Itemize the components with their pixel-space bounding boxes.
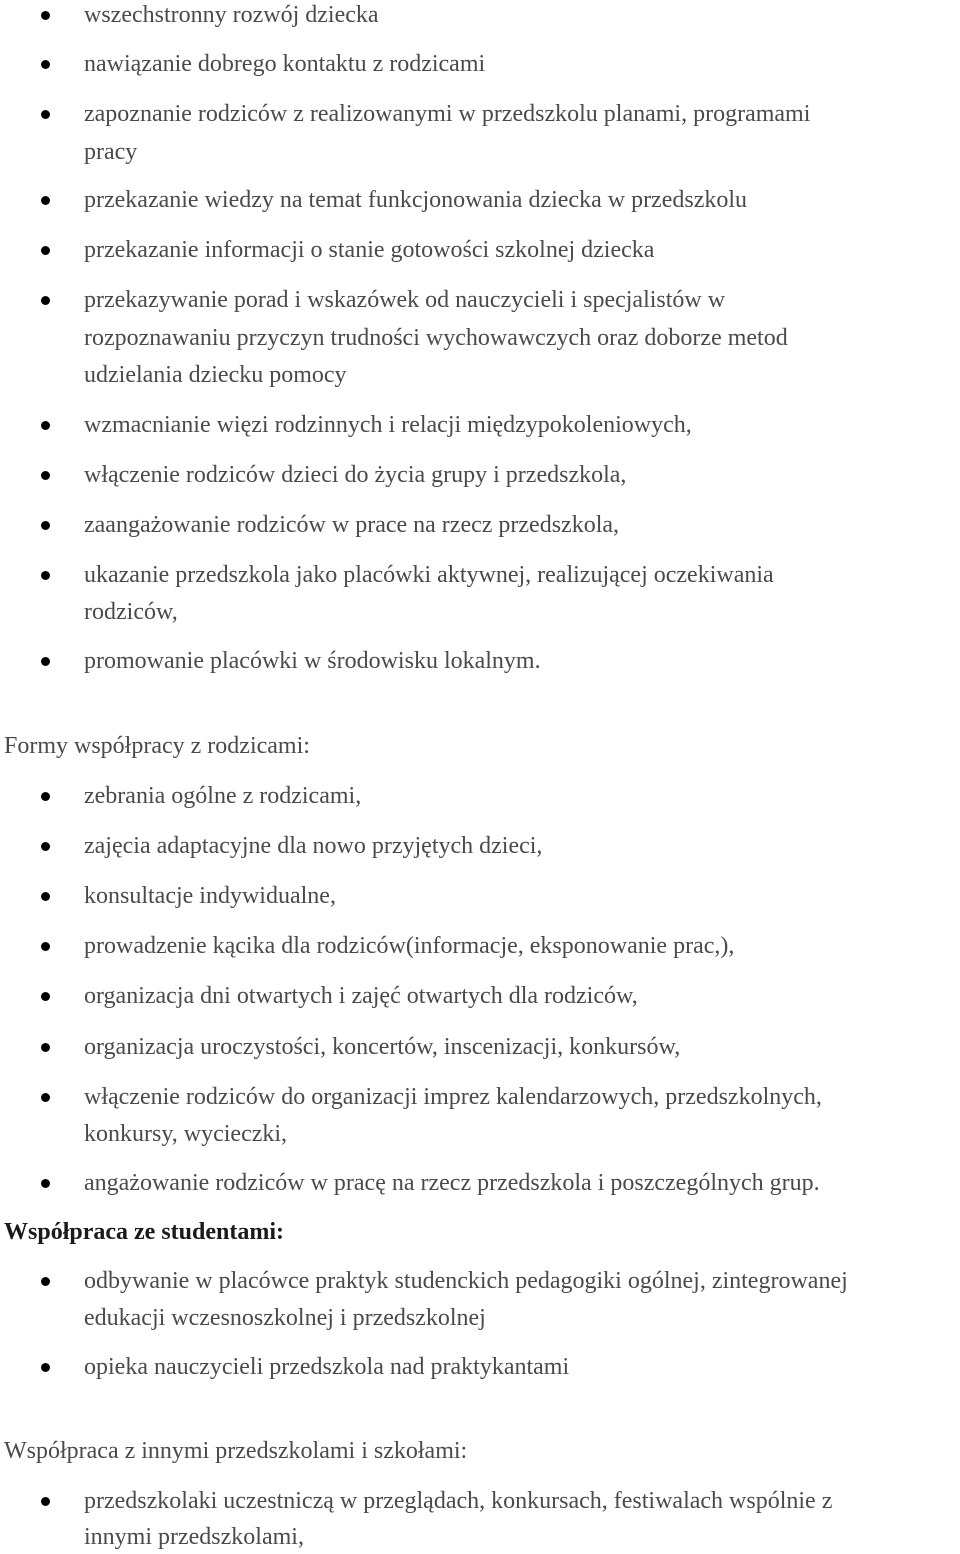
- list-item-text: promowanie placówki w środowisku lokalnym.: [84, 648, 541, 674]
- list-item-text-continued: rodziców,: [84, 599, 178, 625]
- list-item-text: przekazywanie porad i wskazówek od nauczycieli i specjalistów w: [84, 287, 726, 313]
- bullet-icon: [41, 942, 50, 951]
- list-item-text-continued: konkursy, wycieczki,: [84, 1121, 288, 1147]
- schools-heading: Współpraca z innymi przedszkolami i szkołami:: [4, 1438, 468, 1464]
- bullet-icon: [41, 792, 50, 801]
- list-item-text: ukazanie przedszkola jako placówki aktywnej, realizującej oczekiwania: [84, 562, 774, 588]
- bullet-icon: [41, 11, 50, 20]
- bullet-icon: [41, 196, 50, 205]
- bullet-icon: [41, 1093, 50, 1102]
- list-item-text: włączenie rodziców do organizacji imprez kalendarzowych, przedszkolnych,: [84, 1084, 822, 1110]
- bullet-icon: [41, 521, 50, 530]
- list-item-text: zaangażowanie rodziców w prace na rzecz przedszkola,: [84, 512, 620, 538]
- list-item-text: przedszkolaki uczestniczą w przeglądach, konkursach, festiwalach wspólnie z: [84, 1488, 833, 1514]
- bullet-icon: [41, 1043, 50, 1052]
- bullet-icon: [41, 571, 50, 580]
- list-item-text: prowadzenie kącika dla rodziców(informacje, eksponowanie prac,),: [84, 933, 735, 959]
- bullet-icon: [41, 1363, 50, 1372]
- list-item-text: odbywanie w placówce praktyk studenckich pedagogiki ogólnej, zintegrowanej: [84, 1268, 848, 1294]
- list-item-text: zebrania ogólne z rodzicami,: [84, 783, 362, 809]
- bullet-icon: [41, 296, 50, 305]
- bullet-icon: [41, 246, 50, 255]
- list-item-text-continued: pracy: [84, 139, 138, 165]
- students-heading: Współpraca ze studentami:: [4, 1219, 284, 1245]
- list-item-text: przekazanie wiedzy na temat funkcjonowania dziecka w przedszkolu: [84, 187, 748, 213]
- list-item-text-continued: rozpoznawaniu przyczyn trudności wychowawczych oraz doborze metod: [84, 325, 788, 351]
- bullet-icon: [41, 471, 50, 480]
- list-item-text: opieka nauczycieli przedszkola nad praktykantami: [84, 1354, 570, 1380]
- list-item-text-continued: innymi przedszkolami,: [84, 1524, 304, 1550]
- list-item-text-continued: udzielania dziecku pomocy: [84, 362, 347, 388]
- bullet-icon: [41, 110, 50, 119]
- bullet-icon: [41, 842, 50, 851]
- list-item-text: nawiązanie dobrego kontaktu z rodzicami: [84, 51, 486, 77]
- list-item-text: organizacja uroczystości, koncertów, inscenizacji, konkursów,: [84, 1034, 681, 1060]
- list-item-text-continued: edukacji wczesnoszkolnej i przedszkolnej: [84, 1305, 486, 1331]
- list-item-text: zajęcia adaptacyjne dla nowo przyjętych dzieci,: [84, 833, 543, 859]
- bullet-icon: [41, 1497, 50, 1506]
- bullet-icon: [41, 992, 50, 1001]
- list-item-text: wzmacnianie więzi rodzinnych i relacji międzypokoleniowych,: [84, 412, 692, 438]
- list-item-text: wszechstronny rozwój dziecka: [84, 2, 379, 28]
- bullet-icon: [41, 657, 50, 666]
- bullet-icon: [41, 60, 50, 69]
- list-item-text: konsultacje indywidualne,: [84, 883, 336, 909]
- list-item-text: zapoznanie rodziców z realizowanymi w przedszkolu planami, programami: [84, 101, 811, 127]
- bullet-icon: [41, 421, 50, 430]
- list-item-text: włączenie rodziców dzieci do życia grupy i przedszkola,: [84, 462, 627, 488]
- list-item-text: organizacja dni otwartych i zajęć otwartych dla rodziców,: [84, 983, 638, 1009]
- bullet-icon: [41, 1179, 50, 1188]
- bullet-icon: [41, 892, 50, 901]
- list-item-text: przekazanie informacji o stanie gotowości szkolnej dziecka: [84, 237, 655, 263]
- list-item-text: angażowanie rodziców w pracę na rzecz przedszkola i poszczególnych grup.: [84, 1170, 820, 1196]
- bullet-icon: [41, 1277, 50, 1286]
- forms-heading: Formy współpracy z rodzicami:: [4, 733, 310, 759]
